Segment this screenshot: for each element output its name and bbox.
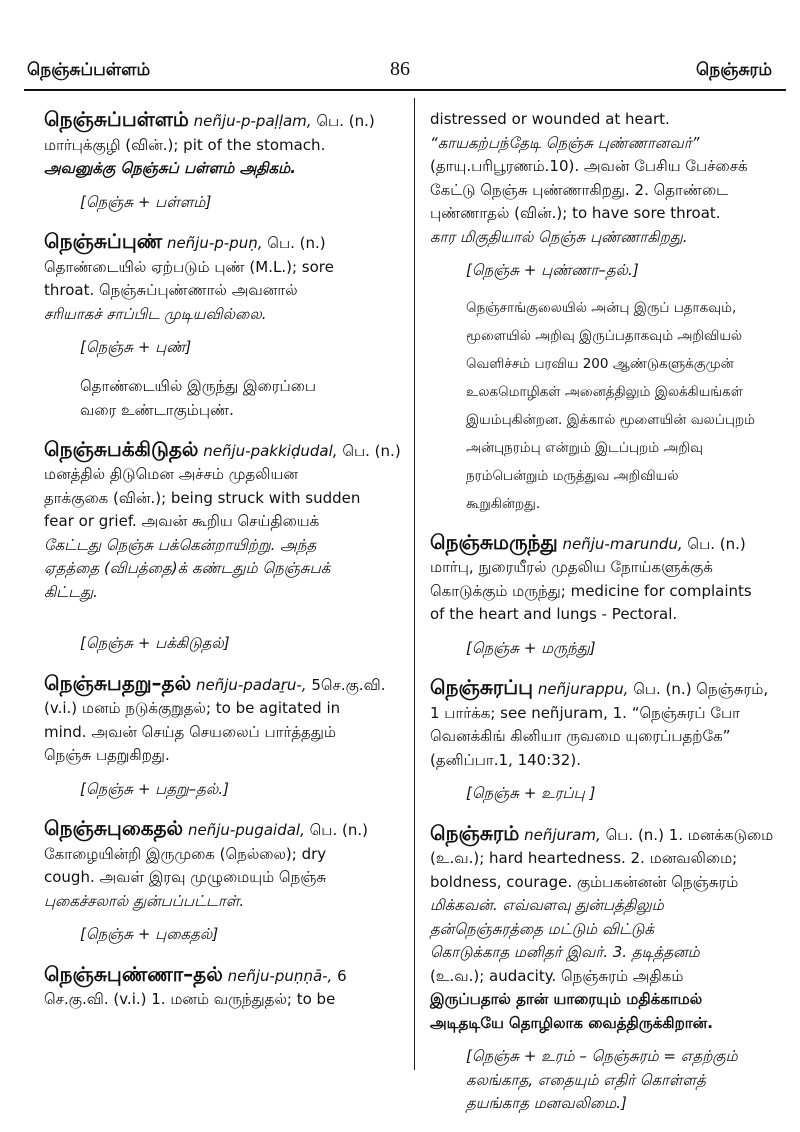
transliteration: neñjurappu, [537,680,629,698]
running-head-left: நெஞ்சுப்பள்ளம் [27,60,151,80]
column-divider [414,98,415,1070]
definition-line: of the heart and lungs - Pectoral. [430,605,678,623]
note-line: வெளிச்சம் பரவிய 200 ஆண்டுகளுக்குமுன் [466,355,734,372]
definition-line: boldness, courage. கும்பகன்னன் நெஞ்சுரம் [430,872,739,891]
definition-line: 1 பார்க்க; see neñjuram, 1. “நெஞ்சுரப் போ [430,703,740,722]
transliteration: neñju-puṇṇā-, [227,966,333,985]
definition-line: cough. அவள் இரவு முழுமையும் நெஞ்சு [44,868,327,886]
headword: நெஞ்சுபுகைதல் [44,816,184,840]
definition-line: (உ.வ.); audacity. நெஞ்சுரம் அதிகம் [430,966,684,985]
left-column [44,108,402,1028]
etymology: [நெஞ்சு + உரப்பு ] [466,784,596,802]
part-of-speech: பெ. (n.) [309,821,368,839]
transliteration: neñjuram, [524,825,601,844]
headword: நெஞ்சுப்புண் [44,229,163,253]
dictionary-entry [44,108,402,214]
headword: நெஞ்சுபதறு–தல் [44,670,192,695]
definition-line: நெஞ்சு பதறுகிறது. [44,746,170,764]
etymology: [நெஞ்சு + பள்ளம்] [80,192,212,211]
transliteration: neñju-p-paḷḷam, [193,112,312,130]
headword: நெஞ்சுப்பள்ளம் [44,107,189,131]
part-of-speech: பெ. (n.) [267,234,326,252]
example-line: சரியாகச் சாப்பிட முடியவில்லை. [44,304,267,323]
example-line: கார மிகுதியால் நெஞ்சு புண்ணாகிறது. [430,227,688,246]
dictionary-entry [44,963,402,1012]
quotation-line: “காயகற்பந்தேடி நெஞ்சு புண்ணானவர்” [430,133,700,152]
definition-line: மார்பு, நுரையீரல் முதலிய நோய்களுக்குக் [430,558,713,576]
transliteration: neñju-pakkiḍudal, [203,441,338,460]
part-of-speech: பெ. (n.) [687,534,746,553]
running-head-right: நெஞ்சுரம் [696,60,772,80]
citation-line: (தனிப்பா.1, 140:32). [430,750,581,769]
transliteration: neñju-padaṟu-, [195,675,307,694]
definition-line: fear or grief. அவன் கூறிய செய்தியைக் [44,512,320,530]
definition-line: கோழையின்றி இருமுகை (நெல்லை); dry [44,844,327,863]
entry-headline [44,438,402,464]
definition-line: கேட்டு நெஞ்சு புண்ணாகிறது. 2. தொண்டை [430,180,729,199]
headword: நெஞ்சுரப்பு [430,675,534,699]
etymology: [நெஞ்சு + உரம் – நெஞ்சுரம் = எதற்கும் [466,1047,738,1065]
note-line: வரை உண்டாகும்புண். [80,400,234,419]
definition-line: தாக்குகை (வின்.); being struck with sudden [44,488,361,507]
example-line: அவனுக்கு நெஞ்சுப் பள்ளம் அதிகம். [44,159,296,177]
part-of-speech: 6 [337,966,347,985]
part-of-speech: பெ. (n.) [342,441,401,460]
note-line: கூறுகின்றது. [466,495,541,512]
etymology: [நெஞ்சு + பதறு–தல்.] [80,779,229,798]
definition-line: தொண்டையில் ஏற்படும் புண் (M.L.); sore [44,257,334,276]
dictionary-entry [44,230,402,422]
etymology: [நெஞ்சு + புண்] [80,338,192,356]
entry-continuation [430,108,782,515]
quotation-line: வெனக்கிங் கினியா ருவமை யுரைப்பதற்கே” [430,727,731,745]
definition-line: (v.i.) மனம் நடுக்குறுதல்; to be agitated in [44,699,341,717]
example-line: கேட்டது நெஞ்சு பக்கென்றாயிற்று. அந்த [44,535,317,554]
entry-headline [44,817,402,843]
etymology: [நெஞ்சு + புண்ணா–தல்.] [466,261,639,279]
example-line: ஏதத்தை (விபத்தை)க் கண்டதும் நெஞ்சுபக் [44,559,331,577]
note-line: அன்புநரம்பு என்றும் இடப்புறம் அறிவு [466,439,703,456]
headword: நெஞ்சுரம் [430,820,520,845]
transliteration: neñju-p-puṇ, [166,234,263,252]
header-rule [24,89,786,91]
dictionary-entry [44,438,402,656]
dictionary-entry [44,672,402,802]
dictionary-entry [44,817,402,947]
note-line: நரம்பென்றும் மருத்துவ அறிவியல் [466,467,679,484]
part-of-speech: பெ. (n.) [316,112,375,130]
part-of-speech: பெ. (n.) நெஞ்சுரம், [633,680,769,698]
dictionary-entry [430,822,782,1116]
right-column [430,108,782,1132]
part-of-speech: 5செ.கு.வி. [311,675,386,694]
headword: நெஞ்சுபக்கிடுதல் [44,436,199,461]
etymology: [நெஞ்சு + மருந்து] [466,638,596,657]
definition-line: throat. நெஞ்சுப்புண்ணால் அவனால் [44,281,298,299]
definition-line: மார்புக்குழி (வின்.); pit of the stomach. [44,135,326,154]
example-line: அடிதடியே தொழிலாக வைத்திருக்கிறான். [430,1013,713,1032]
definition-line: (உ.வ.); hard heartedness. 2. மனவலிமை; [430,849,738,867]
definition-line: கொடுக்கும் மருந்து; medicine for complaints [430,581,752,600]
entry-headline [430,531,782,557]
etymology: தயங்காத மனவலிமை.] [466,1094,627,1112]
definition-line: மனத்தில் திடுமென அச்சம் முதலியன [44,465,298,483]
definition-line: (தாயு.பரிபூரணம்.10). அவன் பேசிய பேச்சைக் [430,157,748,175]
headword: நெஞ்சுபுண்ணா–தல் [44,961,223,986]
example-line: தன்நெஞ்சுரத்தை மட்டும் விட்டுக் [430,919,654,938]
definition-line: distressed or wounded at heart. [430,110,670,128]
example-line: புகைச்சலால் துன்பப்பட்டாள். [44,891,245,910]
definition-line: செ.கு.வி. (v.i.) 1. மனம் வருந்துதல்; to be [44,990,336,1008]
definition-line: mind. அவன் செய்த செயலைப் பார்த்ததும் [44,722,336,741]
entry-headline [430,676,782,702]
example-line: கிட்டது. [44,582,98,601]
entry-headline [44,963,402,989]
note-line: மூளையில் அறிவு இருப்பதாகவும் அறிவியல் [466,327,743,344]
note-line: நெஞ்சாங்குலையில் அன்பு இருப் பதாகவும், [466,299,737,316]
note-line: தொண்டையில் இருந்து இரைப்பை [80,376,317,395]
entry-headline [44,672,402,698]
dictionary-entry [430,531,782,661]
etymology: கலங்காத, எதையும் எதிர் கொள்ளத் [466,1070,706,1089]
part-of-speech: பெ. (n.) 1. மனக்கடுமை [605,825,774,844]
entry-headline [44,230,402,256]
example-line: மிக்கவன். எவ்வளவு துன்பத்திலும் [430,896,664,914]
headword: நெஞ்சுமருந்து [430,529,558,554]
dictionary-entry [430,676,782,806]
page-number: 86 [390,58,410,80]
transliteration: neñju-pugaidal, [187,821,305,839]
entry-headline [430,822,782,848]
note-line: இயம்புகின்றன. இக்கால் மூளையின் வலப்புறம் [466,411,755,428]
example-line: இருப்பதால் தான் யாரையும் மதிக்காமல் [430,990,703,1008]
note-line: உலகமொழிகள் அனைத்திலும் இலக்கியங்கள் [466,383,743,400]
definition-line: புண்ணாதல் (வின்.); to have sore throat. [430,204,721,222]
etymology: [நெஞ்சு + புகைதல்] [80,925,219,943]
transliteration: neñju-marundu, [562,534,683,553]
entry-headline [44,108,402,134]
example-line: கொடுக்காத மனிதர் இவர். 3. தடித்தனம் [430,943,700,961]
etymology: [நெஞ்சு + பக்கிடுதல்] [80,634,230,652]
